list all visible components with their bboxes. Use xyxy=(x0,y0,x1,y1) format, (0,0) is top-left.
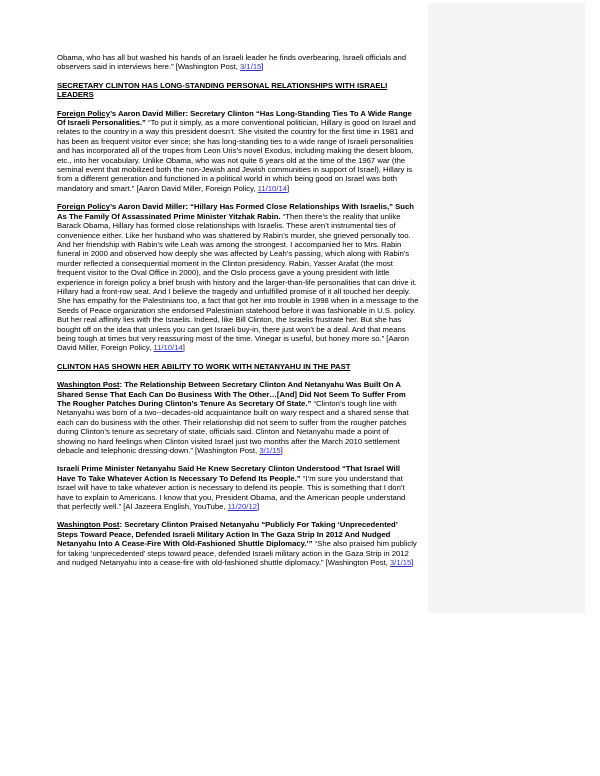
text-segment: : Secretary Clinton Praised Netanyahu “Publicly For Taking ‘Unprecedented’ Steps Toward Peace, Defended Israeli Military Action In The Gaza Strip In 2012 And Nudged Netanyahu Into A Cease-Fire With Old-Fashioned Shuttle Diplomacy.’” xyxy=(57,520,398,549)
paragraph-wapo-relationship xyxy=(57,380,419,455)
citation-date-link[interactable]: 11/10/14 xyxy=(257,183,288,193)
document-body xyxy=(57,53,419,577)
text-segment: ] xyxy=(257,502,260,512)
citation-date-link[interactable]: 3/1/15 xyxy=(259,446,281,456)
citation-date-link[interactable]: 11/20/12 xyxy=(227,502,257,512)
citation-date-link[interactable]: 3/1/15 xyxy=(389,558,412,568)
paragraph-miller-wide-range xyxy=(57,109,419,194)
text-segment: : The Relationship Between Secretary Clinton And Netanyahu Was Built On A Shared Sense That Each Can Do Business With The Other…[And] Did Not Seem To Suffer From The Rougher Patches During Clinton’s Tenure As Secretary Of State.” xyxy=(57,380,406,408)
citation-date-link[interactable]: 3/1/15 xyxy=(240,62,262,72)
text-segment: ] xyxy=(280,446,283,456)
text-segment: Israeli Prime Minister Netanyahu Said He Knew Secretary Clinton Understood “That Israel Will Have To Take Whatever Action Is Necessary To Defend Its People.” xyxy=(57,464,400,483)
side-panel xyxy=(428,3,585,613)
text-segment: ] xyxy=(261,62,264,72)
text-segment: ] xyxy=(287,183,290,193)
text-segment: Foreign Policy xyxy=(57,202,110,212)
text-segment: Foreign Policy xyxy=(57,108,110,118)
text-segment: “She also praised him publicly for taking ‘unprecedented’ steps toward peace, defended Israeli military action in the Gaza Strip in 2012 and nudged Netanyahu into a cease-fire with old-fashioned shuttle diplomacy.” [Washington Post, xyxy=(57,539,417,568)
paragraph-wapo-praised-netanyahu xyxy=(57,520,419,567)
carryover-paragraph xyxy=(57,53,419,72)
text-segment: Washington Post xyxy=(57,520,120,530)
text-segment: ] xyxy=(411,558,414,568)
text-segment: Obama, who has all but washed his hands of an Israeli leader he finds overbearing, Israeli officials and observers said in interviews here.” [Washington Post, xyxy=(57,53,406,72)
citation-date-link[interactable]: 11/10/14 xyxy=(153,343,183,353)
text-segment: “I’m sure you understand that Israel will have to take whatever action is necessary to defend its people. This is something that I don’t have to explain to Americans. I know that you, President Obama, and the American people understand that perfectly well.” [Al Jazeera English, YouTube, xyxy=(57,473,406,512)
text-segment: “To put it simply, as a more conventional politician, Hillary is good on Israel and relates to the country in a way this president doesn’t. She visited the country for the first time in 1981 and has been as frequent visitor ever since; she has long-standing ties to a wide range of Israeli personalities and has incorporated all of the tropes from Leon Uris’s novel Exodus, including making the desert bloom, etc., into her vocabulary. Unlike Obama, who was not quite 6 years old at the time of the 1967 war (the seminal event that mobilized both the non-Jewish and Jewish communities in support of Israel), Hillary is from a different generation and functioned in a political world in which being good on Israel was both mandatory and smart.” [Aaron David Miller, Foreign Policy, xyxy=(57,118,416,193)
text-segment: SECRETARY CLINTON HAS LONG-STANDING PERSONAL RELATIONSHIPS WITH ISRAELI LEADERS xyxy=(57,80,388,100)
paragraph-netanyahu-defend-its-people xyxy=(57,464,419,511)
section-heading-work-with-netanyahu xyxy=(57,362,419,371)
text-segment: ’s Aaron David Miller: Secretary Clinton “Has Long-Standing Ties To A Wide Range Of Israeli Personalities.” xyxy=(57,108,412,128)
paragraph-miller-close-relationships xyxy=(57,202,419,353)
text-segment: CLINTON HAS SHOWN HER ABILITY TO WORK WITH NETANYAHU IN THE PAST xyxy=(57,361,351,371)
text-segment: Washington Post xyxy=(57,380,120,390)
text-segment: ’s Aaron David Miller: “Hillary Has Formed Close Relationships With Israelis,” Such As The Family Of Assassinated Prime Minister Yitzhak Rabin. xyxy=(57,202,414,221)
text-segment: ] xyxy=(182,343,185,353)
text-segment: “Clinton’s tough line with Netanyahu was born of a two--decades-old acquaintance built on wary respect and a shared sense that each can do business with the other. Their relationship did not seem to suffer from the rougher patches during Clinton’s tenure as secretary of state, officials said. Clinton and Netanyahu made a point of showing no hard feelings when Clinton visited Israel just two months after the March 2010 settlement debacle and telephonic dressing-down.” [Washington Post, xyxy=(57,399,409,456)
text-segment: “Then there’s the reality that unlike Barack Obama, Hillary has formed close relationships with Israelis. These aren’t instrumental ties of convenience either. Like her husband who was shattered by Rabin’s murder, she grieved personally too. And her friendship with Rabin’s wife Leah was among the strongest. I accompanied her to Mrs. Rabin funeral in 2000 and observed how deeply she was affected by Leah’s passing, which along with Rabin’s murder reflected a consequential moment in the Clinton presidency. Rabin, Yasser Arafat (the most frequent visitor to the Oval Office in 2000), and the Oslo process gave a young president with little experience in foreign policy a brief brush with history and the larger-than-life personalities that can drive it. Hillary had a front-row seat. And I believe the tragedy and unfulfilled promise of it all touched her deeply. She has empathy for the Palestinians too, a fact that got her into trouble in 1998 when in a message to the Seeds of Peace organization she endorsed Palestinian statehood before it was fashionable in U.S. policy. But her real affinity lies with the Israelis. Indeed, like Bill Clinton, the Israelis frustrate her. But she has bought off on the idea that unless you can get Israeli buy-in, there just won’t be a deal. And that means being tough at times but very reassuring most of the time. Vinegar is useful, but honey more so.” [Aaron David Miller, Foreign Policy, xyxy=(57,211,419,353)
section-heading-personal-relationships xyxy=(57,81,419,100)
